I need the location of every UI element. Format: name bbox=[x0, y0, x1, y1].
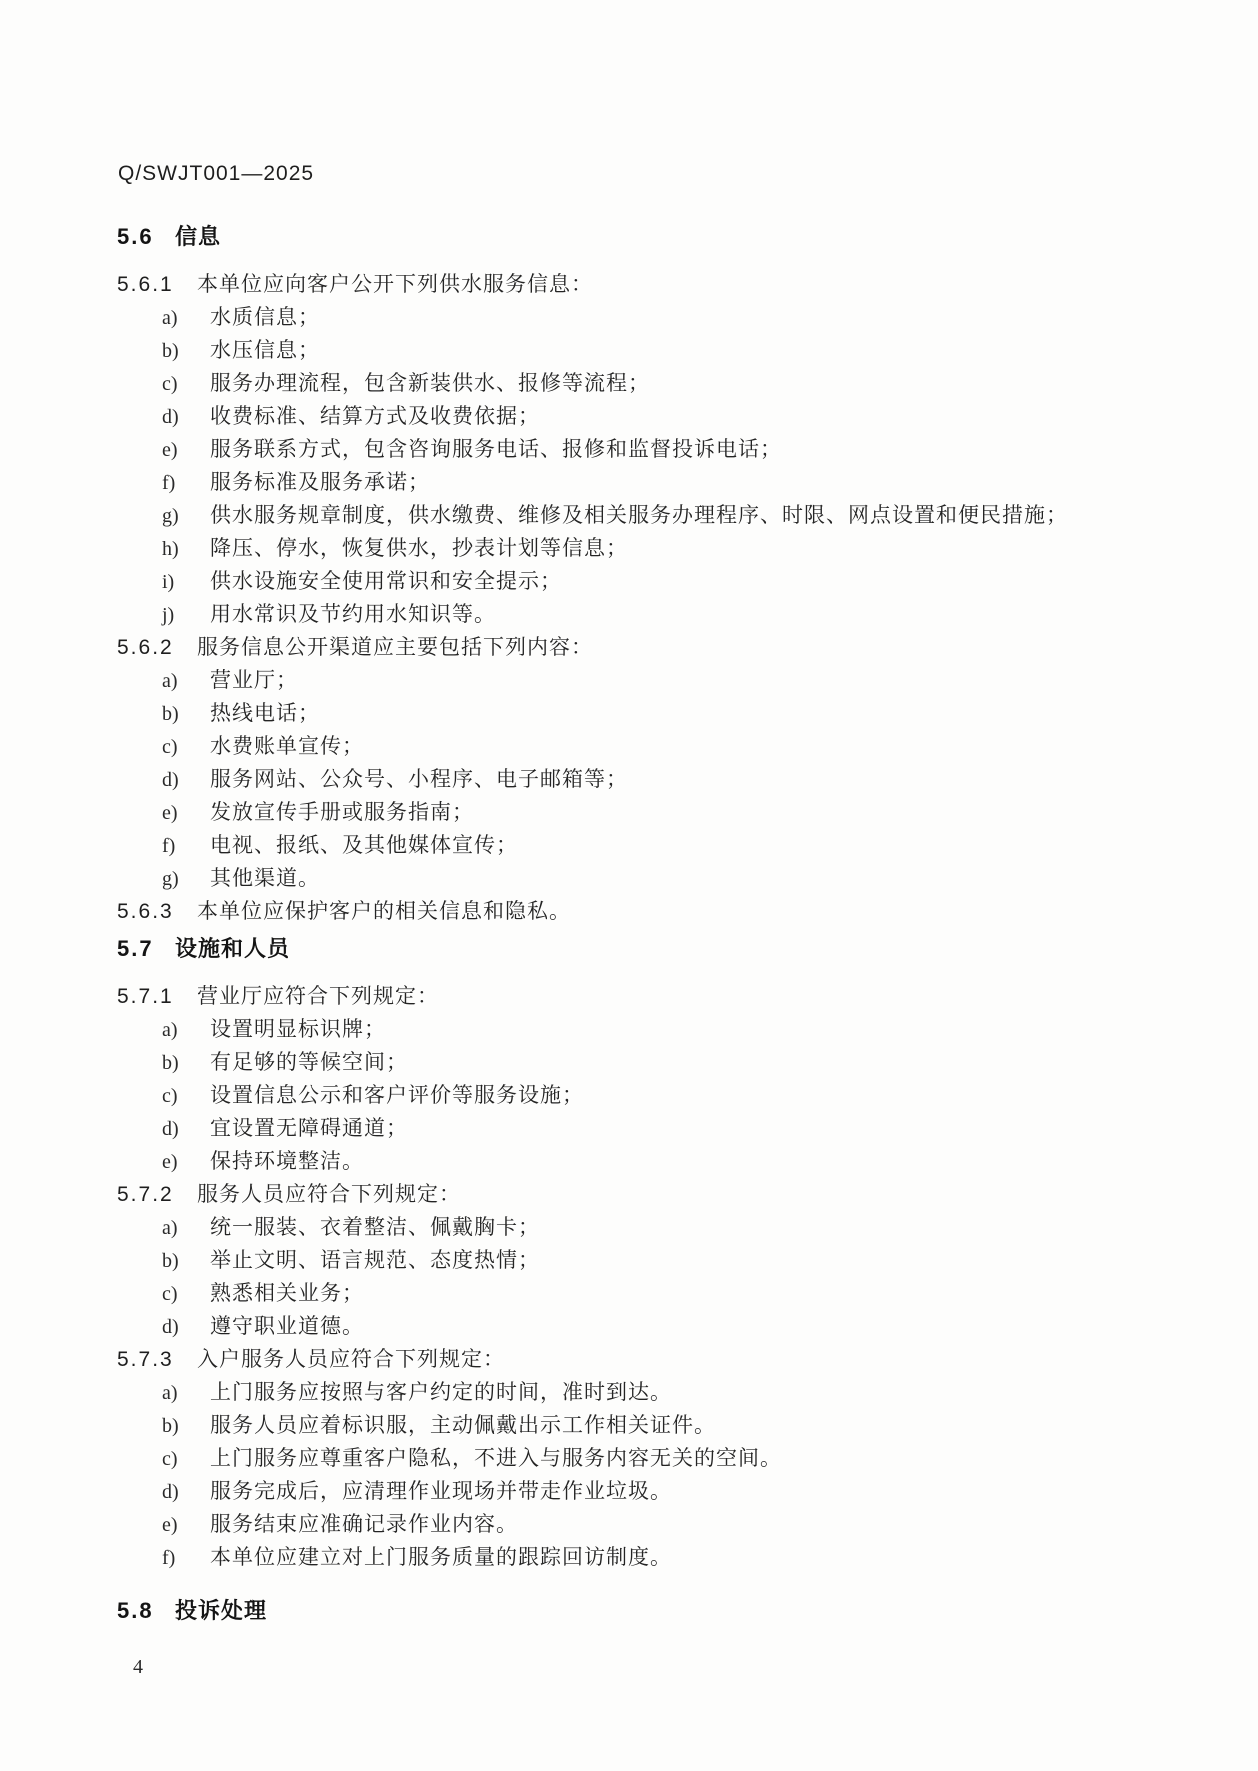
item-label: h) bbox=[162, 538, 179, 560]
list-item bbox=[117, 570, 1198, 592]
list-item bbox=[117, 1084, 1198, 1106]
item-label: b) bbox=[162, 340, 179, 362]
item-list bbox=[117, 1381, 1198, 1568]
item-label: d) bbox=[162, 1316, 179, 1338]
item-text: 供水服务规章制度，供水缴费、维修及相关服务办理程序、时限、网点设置和便民措施； bbox=[210, 503, 1068, 527]
section-number: 5.6 bbox=[117, 224, 154, 249]
item-text: 服务完成后，应清理作业现场并带走作业垃圾。 bbox=[210, 1479, 672, 1503]
item-label: c) bbox=[162, 1448, 178, 1470]
clause-text: 营业厅应符合下列规定： bbox=[197, 984, 439, 1008]
document-body bbox=[117, 224, 1198, 1624]
item-text: 服务结束应准确记录作业内容。 bbox=[210, 1512, 518, 1536]
clause-text: 入户服务人员应符合下列规定： bbox=[197, 1347, 505, 1371]
list-item bbox=[117, 1282, 1198, 1304]
page-number: 4 bbox=[133, 1656, 143, 1678]
clause-number: 5.6.2 bbox=[117, 636, 174, 659]
item-text: 统一服装、衣着整洁、佩戴胸卡； bbox=[210, 1215, 540, 1239]
section-title: 设施和人员 bbox=[175, 936, 291, 961]
item-label: a) bbox=[162, 307, 178, 329]
clause-block bbox=[117, 1348, 1198, 1568]
list-item bbox=[117, 1249, 1198, 1271]
section-number: 5.8 bbox=[117, 1598, 154, 1623]
list-item bbox=[117, 735, 1198, 757]
item-text: 电视、报纸、及其他媒体宣传； bbox=[210, 833, 518, 857]
item-list bbox=[117, 1216, 1198, 1337]
list-item bbox=[117, 405, 1198, 427]
clause-text: 本单位应保护客户的相关信息和隐私。 bbox=[197, 899, 571, 923]
clause-list bbox=[117, 273, 1198, 922]
item-text: 保持环境整洁。 bbox=[210, 1149, 364, 1173]
item-label: d) bbox=[162, 1481, 179, 1503]
item-list bbox=[117, 306, 1198, 625]
list-item bbox=[117, 1447, 1198, 1469]
item-label: e) bbox=[162, 439, 178, 461]
item-text: 水费账单宣传； bbox=[210, 734, 364, 758]
list-item bbox=[117, 1315, 1198, 1337]
item-label: g) bbox=[162, 505, 179, 527]
list-item bbox=[117, 1414, 1198, 1436]
section-heading bbox=[117, 1598, 1198, 1624]
list-item bbox=[117, 504, 1198, 526]
item-label: e) bbox=[162, 802, 178, 824]
list-item bbox=[117, 537, 1198, 559]
section bbox=[117, 1598, 1198, 1624]
clause-block bbox=[117, 636, 1198, 889]
item-text: 服务联系方式，包含咨询服务电话、报修和监督投诉电话； bbox=[210, 437, 782, 461]
item-text: 营业厅； bbox=[210, 668, 298, 692]
item-text: 服务网站、公众号、小程序、电子邮箱等； bbox=[210, 767, 628, 791]
section-title: 信息 bbox=[175, 224, 222, 249]
clause-number: 5.6.3 bbox=[117, 900, 174, 923]
item-text: 服务办理流程，包含新装供水、报修等流程； bbox=[210, 371, 650, 395]
list-item bbox=[117, 1018, 1198, 1040]
item-label: c) bbox=[162, 736, 178, 758]
clause-list bbox=[117, 985, 1198, 1568]
item-label: a) bbox=[162, 1217, 178, 1239]
clause-number: 5.6.1 bbox=[117, 273, 174, 296]
item-text: 发放宣传手册或服务指南； bbox=[210, 800, 474, 824]
list-item bbox=[117, 1381, 1198, 1403]
clause-block bbox=[117, 1183, 1198, 1337]
list-item bbox=[117, 438, 1198, 460]
item-text: 供水设施安全使用常识和安全提示； bbox=[210, 569, 562, 593]
clause-block bbox=[117, 900, 1198, 922]
item-text: 热线电话； bbox=[210, 701, 320, 725]
list-item bbox=[117, 1051, 1198, 1073]
list-item bbox=[117, 1216, 1198, 1238]
item-label: b) bbox=[162, 1250, 179, 1272]
item-text: 本单位应建立对上门服务质量的跟踪回访制度。 bbox=[210, 1545, 672, 1569]
item-label: i) bbox=[162, 571, 175, 593]
clause-text: 服务人员应符合下列规定： bbox=[197, 1182, 461, 1206]
item-text: 设置明显标识牌； bbox=[210, 1017, 386, 1041]
list-item bbox=[117, 1513, 1198, 1535]
item-label: f) bbox=[162, 1547, 176, 1569]
section-number: 5.7 bbox=[117, 936, 154, 961]
clause-number: 5.7.3 bbox=[117, 1348, 174, 1371]
list-item bbox=[117, 768, 1198, 790]
item-label: f) bbox=[162, 472, 176, 494]
item-label: d) bbox=[162, 769, 179, 791]
item-text: 遵守职业道德。 bbox=[210, 1314, 364, 1338]
clause bbox=[117, 900, 1198, 922]
item-label: a) bbox=[162, 1382, 178, 1404]
list-item bbox=[117, 867, 1198, 889]
item-list bbox=[117, 669, 1198, 889]
item-text: 设置信息公示和客户评价等服务设施； bbox=[210, 1083, 584, 1107]
item-text: 降压、停水，恢复供水，抄表计划等信息； bbox=[210, 536, 628, 560]
list-item bbox=[117, 702, 1198, 724]
item-label: c) bbox=[162, 1085, 178, 1107]
item-text: 服务标准及服务承诺； bbox=[210, 470, 430, 494]
list-item bbox=[117, 339, 1198, 361]
clause bbox=[117, 636, 1198, 658]
list-item bbox=[117, 1150, 1198, 1172]
item-text: 上门服务应按照与客户约定的时间，准时到达。 bbox=[210, 1380, 672, 1404]
section-heading bbox=[117, 224, 1198, 250]
item-label: b) bbox=[162, 703, 179, 725]
clause bbox=[117, 985, 1198, 1007]
section-title: 投诉处理 bbox=[175, 1598, 268, 1623]
clause-text: 服务信息公开渠道应主要包括下列内容： bbox=[197, 635, 593, 659]
list-item bbox=[117, 801, 1198, 823]
clause bbox=[117, 273, 1198, 295]
item-label: f) bbox=[162, 835, 176, 857]
item-text: 服务人员应着标识服，主动佩戴出示工作相关证件。 bbox=[210, 1413, 716, 1437]
clause-number: 5.7.2 bbox=[117, 1183, 174, 1206]
item-label: b) bbox=[162, 1052, 179, 1074]
clause bbox=[117, 1348, 1198, 1370]
item-label: b) bbox=[162, 1415, 179, 1437]
list-item bbox=[117, 1117, 1198, 1139]
clause-block bbox=[117, 985, 1198, 1172]
item-text: 水质信息； bbox=[210, 305, 320, 329]
item-text: 熟悉相关业务； bbox=[210, 1281, 364, 1305]
item-label: j) bbox=[162, 604, 175, 626]
section bbox=[117, 936, 1198, 1568]
list-item bbox=[117, 306, 1198, 328]
item-text: 水压信息； bbox=[210, 338, 320, 362]
list-item bbox=[117, 834, 1198, 856]
item-text: 上门服务应尊重客户隐私，不进入与服务内容无关的空间。 bbox=[210, 1446, 782, 1470]
item-label: e) bbox=[162, 1514, 178, 1536]
clause-number: 5.7.1 bbox=[117, 985, 174, 1008]
item-text: 举止文明、语言规范、态度热情； bbox=[210, 1248, 540, 1272]
item-text: 用水常识及节约用水知识等。 bbox=[210, 602, 496, 626]
list-item bbox=[117, 603, 1198, 625]
item-label: a) bbox=[162, 1019, 178, 1041]
item-text: 收费标准、结算方式及收费依据； bbox=[210, 404, 540, 428]
item-list bbox=[117, 1018, 1198, 1172]
list-item bbox=[117, 471, 1198, 493]
list-item bbox=[117, 372, 1198, 394]
item-text: 宜设置无障碍通道； bbox=[210, 1116, 408, 1140]
item-label: c) bbox=[162, 1283, 178, 1305]
section-heading bbox=[117, 936, 1198, 962]
section bbox=[117, 224, 1198, 922]
item-label: d) bbox=[162, 1118, 179, 1140]
list-item bbox=[117, 669, 1198, 691]
clause-block bbox=[117, 273, 1198, 625]
item-label: e) bbox=[162, 1151, 178, 1173]
list-item bbox=[117, 1480, 1198, 1502]
item-label: g) bbox=[162, 868, 179, 890]
clause-text: 本单位应向客户公开下列供水服务信息： bbox=[197, 272, 593, 296]
item-label: c) bbox=[162, 373, 178, 395]
list-item bbox=[117, 1546, 1198, 1568]
item-text: 有足够的等候空间； bbox=[210, 1050, 408, 1074]
item-label: d) bbox=[162, 406, 179, 428]
item-text: 其他渠道。 bbox=[210, 866, 320, 890]
clause bbox=[117, 1183, 1198, 1205]
doc-number: Q/SWJT001—2025 bbox=[118, 162, 315, 185]
item-label: a) bbox=[162, 670, 178, 692]
